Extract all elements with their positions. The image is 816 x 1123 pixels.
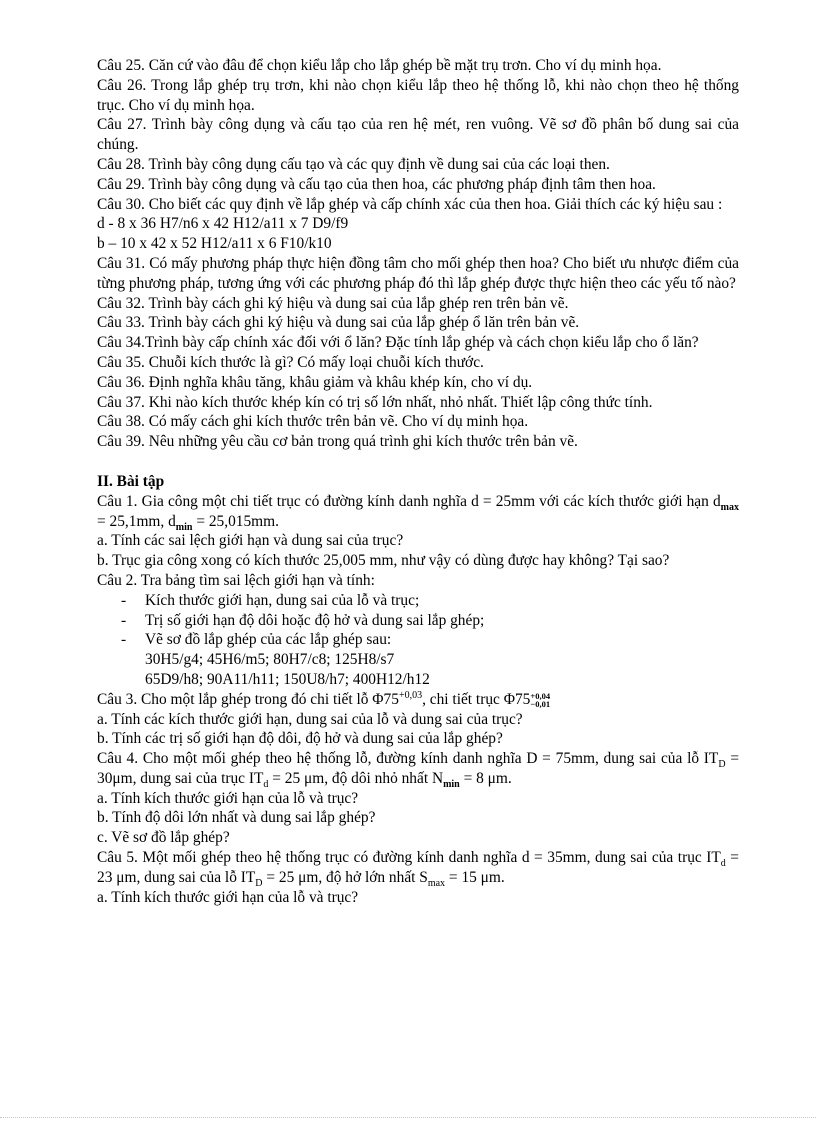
question-32: Câu 32. Trình bày cách ghi ký hiệu và dung sai của lắp ghép ren trên bản vẽ. [97,294,569,312]
shaft-tolerance: +0,04 −0,01 [530,690,551,709]
exercise-3-b: b. Tính các trị số giới hạn độ dôi, độ hở và dung sai của lắp ghép? [97,730,503,748]
exercise-3: Câu 3. Cho một lắp ghép trong đó chi tiết lỗ $\Phi 75^{+0,03}$, chi tiết trục Φ75 +0,04 −0,01 [97,689,551,709]
question-30: Câu 30. Cho biết các quy định về lắp ghép và cấp chính xác của then hoa. Giải thích các ký hiệu sau : [97,195,723,213]
question-33: Câu 33. Trình bày cách ghi ký hiệu và dung sai của lắp ghép ổ lăn trên bản vẽ. [97,314,580,332]
question-29: Câu 29. Trình bày công dụng và cấu tạo của then hoa, các phương pháp định tâm then hoa. [97,175,656,193]
exercise-4-a: a. Tính kích thước giới hạn của lỗ và trục? [97,789,359,807]
exercise-2-list [97,591,739,650]
question-37: Câu 37. Khi nào kích thước khép kín có trị số lớn nhất, nhỏ nhất. Thiết lập công thức tính. [97,393,653,411]
fits-line-2: 65D9/h8; 90A11/h11; 150U8/h7; 400H12/h12 [145,670,430,688]
exercise-4-b: b. Tính độ dôi lớn nhất và dung sai lắp ghép? [97,809,376,827]
question-39: Câu 39. Nêu những yêu cầu cơ bản trong quá trình ghi kích thước trên bản vẽ. [97,433,578,451]
document-page [97,56,739,907]
section-gap [97,452,739,472]
exercise-1-b: b. Trục gia công xong có kích thước 25,005 mm, như vậy có dùng được hay không? Tại sao? [97,552,670,570]
question-31: Câu 31. Có mấy phương pháp thực hiện đồng tâm cho mối ghép then hoa? Cho biết ưu nhược điểm của từng phương pháp, tương ứng với các phương pháp đó thì lắp ghép được thực hiện theo các yếu tố nào? [97,254,739,292]
question-28: Câu 28. Trình bày công dụng cấu tạo và các quy định về dung sai của các loại then. [97,155,610,173]
question-25: Câu 25. Căn cứ vào đâu để chọn kiểu lắp cho lắp ghép bề mặt trụ trơn. Cho ví dụ minh họa. [97,57,662,74]
exercise-1: Câu 1. Gia công một chi tiết trục có đường kính danh nghĩa d = 25mm với các kích thước giới hạn $d_{max} = 25,1mm$, $d_{min} = 25,015mm$. [97,492,739,533]
exercise-2: Câu 2. Tra bảng tìm sai lệch giới hạn và tính: [97,571,375,589]
exercise-5: Câu 5. Một mối ghép theo hệ thống trục có đường kính danh nghĩa d = 35mm, dung sai của trục $IT_d = 23$ μm, dung sai của lỗ $IT_D = 25$ μm, độ hở lớn nhất $S_{max} = 15$ μm. [97,849,739,889]
section-heading: II. Bài tập [97,472,165,490]
spline-notation-b: b – 10 x 42 x 52 H12/a11 x 6 F10/k10 [97,235,332,253]
list-item: - Trị số giới hạn độ dôi hoặc độ hở và dung sai lắp ghép; [121,611,485,629]
exercise-5-a: a. Tính kích thước giới hạn của lỗ và trục? [97,888,359,906]
question-35: Câu 35. Chuỗi kích thước là gì? Có mấy loại chuỗi kích thước. [97,353,484,371]
fits-line-1: 30H5/g4; 45H6/m5; 80H7/c8; 125H8/s7 [145,651,395,669]
question-36: Câu 36. Định nghĩa khâu tăng, khâu giảm và khâu khép kín, cho ví dụ. [97,373,533,391]
list-item: - Kích thước giới hạn, dung sai của lỗ và trục; [121,591,420,609]
question-27: Câu 27. Trình bày công dụng và cấu tạo của ren hệ mét, ren vuông. Vẽ sơ đồ phân bố dung sai của chúng. [97,116,739,154]
exercise-4: Câu 4. Cho một mối ghép theo hệ thống lỗ, đường kính danh nghĩa D = 75mm, dung sai của lỗ $IT_D = 30\mu m$, dung sai của trục $IT_d = 25$ μm, độ dôi nhỏ nhất $N_{min} = 8$ μm. [97,750,739,790]
spline-notation-d: d - 8 x 36 H7/n6 x 42 H12/a11 x 7 D9/f9 [97,215,349,233]
question-38: Câu 38. Có mấy cách ghi kích thước trên bản vẽ. Cho ví dụ minh họa. [97,413,529,431]
question-26: Câu 26. Trong lắp ghép trụ trơn, khi nào chọn kiểu lắp theo hệ thống lỗ, khi nào chọn theo hệ thống trục. Cho ví dụ minh họa. [97,76,739,114]
page-divider [0,1117,816,1118]
exercise-3-a: a. Tính các kích thước giới hạn, dung sai của lỗ và dung sai của trục? [97,710,523,728]
list-item: - Vẽ sơ đồ lắp ghép của các lắp ghép sau: [121,631,392,649]
exercise-4-c: c. Vẽ sơ đồ lắp ghép? [97,829,230,847]
question-34: Câu 34.Trình bày cấp chính xác đối với ổ lăn? Đặc tính lắp ghép và cách chọn kiểu lắp cho ổ lăn? [97,334,699,352]
exercise-1-a: a. Tính các sai lệch giới hạn và dung sai của trục? [97,532,404,550]
